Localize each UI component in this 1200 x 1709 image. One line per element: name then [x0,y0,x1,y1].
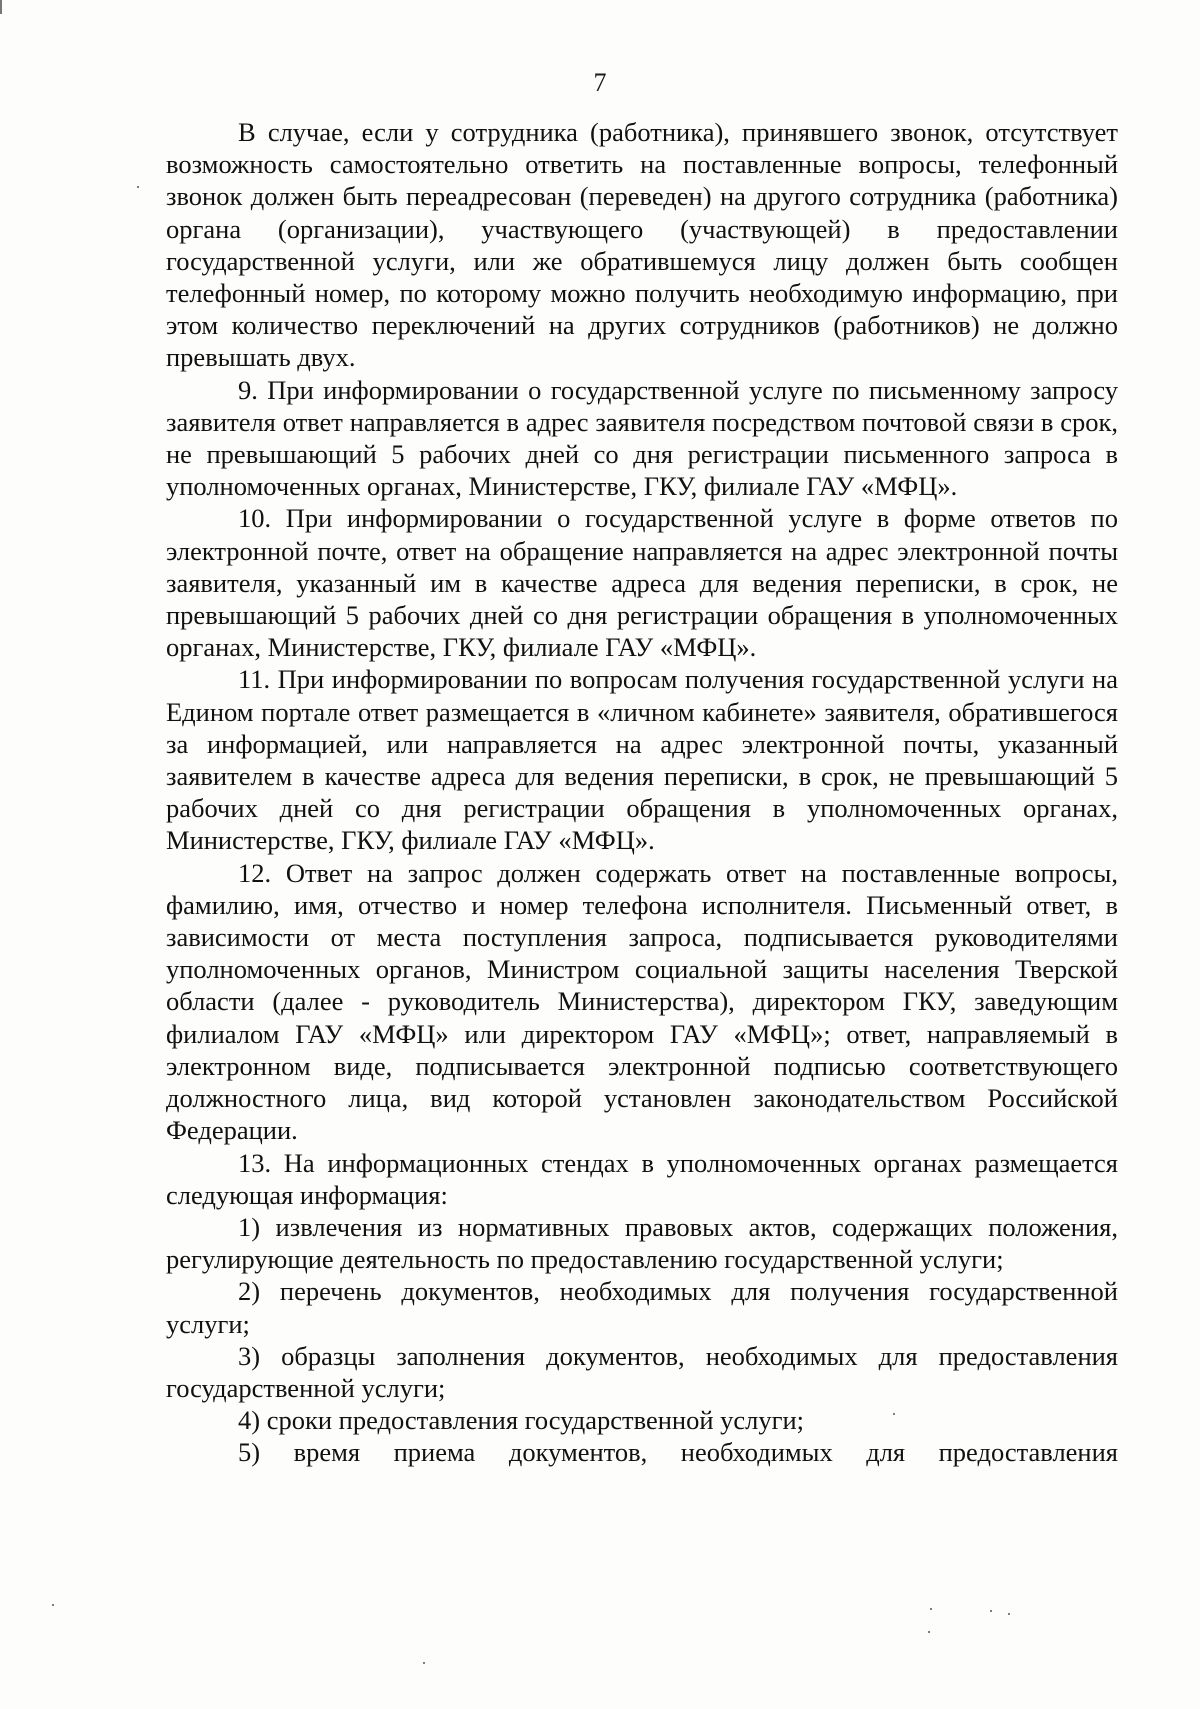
paragraph-call-redirect: В случае, если у сотрудника (работника), принявшего звонок, отсутствует возможность самостоятельно ответить на поставленные вопросы, телефонный звонок должен быть переадресован (переведен) на другого сотрудника (работника) органа (организации), участвующего (участвующей) в предоставлении государственной услуги, или же обратившемуся лицу должен быть сообщен телефонный номер, по которому можно получить необходимую информацию, при этом количество переключений на других сотрудников (работников) не должно превышать двух. [166,117,1118,373]
document-body [166,116,1118,1469]
list-item-5: 5) время приема документов, необходимых для предоставления [238,1437,1118,1468]
scan-speck [52,1604,54,1606]
list-item-3: 3) образцы заполнения документов, необходимых для предоставления государственной услуги; [166,1340,1118,1403]
scan-speck [990,1610,992,1612]
list-item-1: 1) извлечения из нормативных правовых актов, содержащих положения, регулирующие деятельность по предоставлению государственной услуги; [166,1211,1118,1275]
scan-speck [1008,1613,1010,1615]
scan-speck [423,1662,425,1664]
scan-edge-mark [0,0,2,14]
paragraph-item-9: 9. При информировании о государственной услуге по письменному запросу заявителя ответ направляется в адрес заявителя посредством почтовой связи в срок, не превышающий 5 рабочих дней со дня регистрации письменного запроса в уполномоченных органах, Министерстве, ГКУ, филиале ГАУ «МФЦ». [166,374,1118,502]
paragraph-item-12: 12. Ответ на запрос должен содержать ответ на поставленные вопросы, фамилию, имя, отчество и номер телефона исполнителя. Письменный ответ, в зависимости от места поступления запроса, подписывается руководителями уполномоченных органов, Министром социальной защиты населения Тверской области (далее - руководитель Министерства), директором ГКУ, заведующим филиалом ГАУ «МФЦ» или директором ГАУ «МФЦ»; ответ, направляемый в электронном виде, подписывается электронной подписью соответствующего должностного лица, вид которой установлен законодательством Российской Федерации. [166,857,1118,1146]
scan-speck [930,1608,932,1610]
list-item-2: 2) перечень документов, необходимых для получения государственной услуги; [166,1276,1118,1339]
paragraph-item-11: 11. При информировании по вопросам получения государственной услуги на Едином портале ответ размещается в «личном кабинете» заявителя, обратившегося за информацией, или направляется на адрес электронной почты, указанный заявителем в качестве адреса для ведения переписки, в срок, не превышающий 5 рабочих дней со дня регистрации обращения в уполномоченных органах, Министерстве, ГКУ, филиале ГАУ «МФЦ». [166,664,1118,856]
scan-speck [928,1631,930,1633]
list-item-4: 4) сроки предоставления государственной услуги; [238,1405,805,1436]
scan-speck [893,1413,895,1415]
paragraph-item-13: 13. На информационных стендах в уполномоченных органах размещается следующая информация: [166,1147,1118,1210]
scan-speck [137,186,139,188]
paragraph-item-10: 10. При информировании о государственной услуге в форме ответов по электронной почте, ответ на обращение направляется на адрес электронной почты заявителя, указанный им в качестве адреса для ведения переписки, в срок, не превышающий 5 рабочих дней со дня регистрации обращения в уполномоченных органах, Министерстве, ГКУ, филиале ГАУ «МФЦ». [166,503,1118,663]
page-number: 7 [593,68,607,97]
